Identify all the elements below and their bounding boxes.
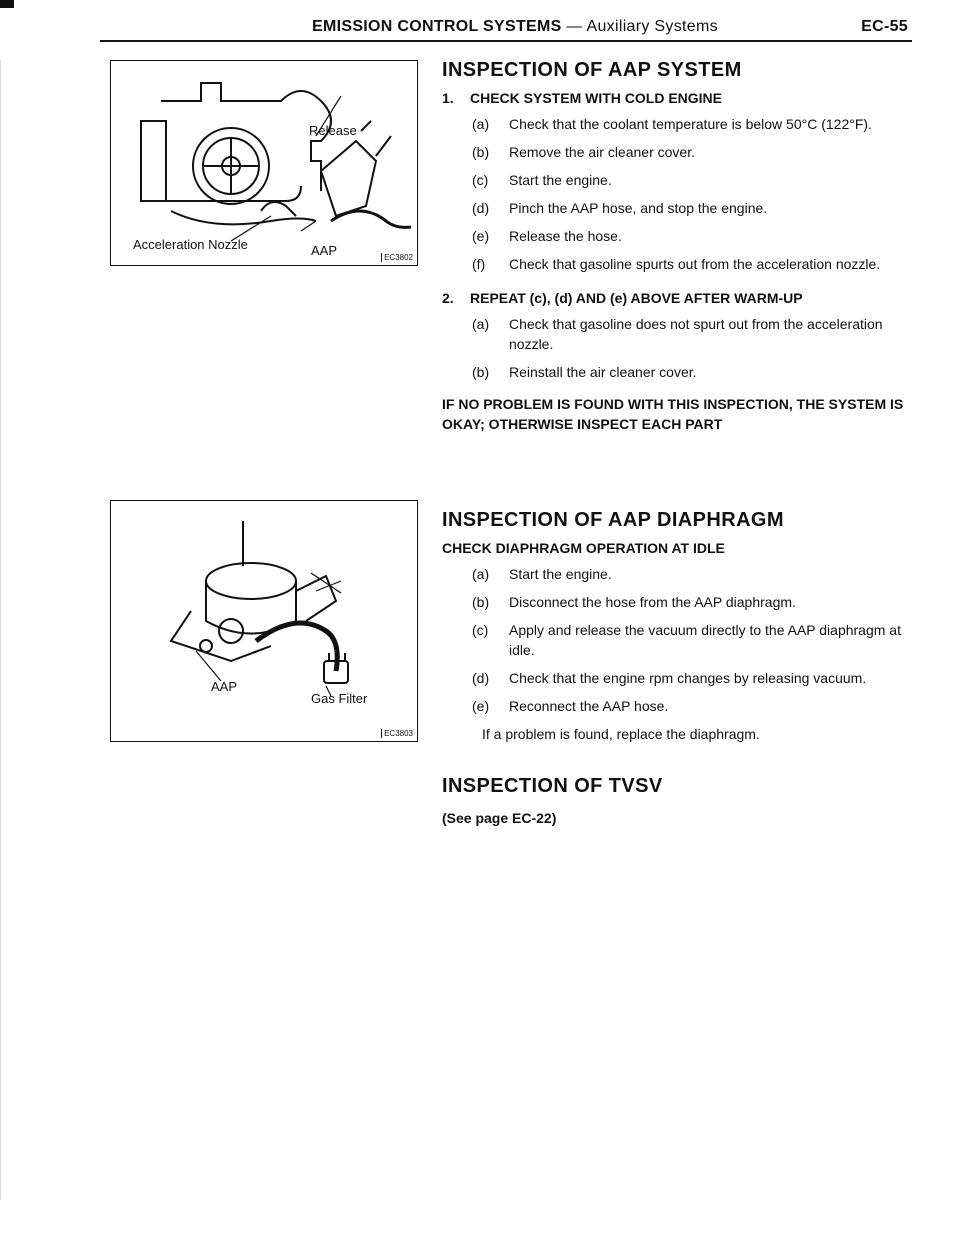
- conclusion-text: IF NO PROBLEM IS FOUND WITH THIS INSPECTION, THE SYSTEM IS OKAY; OTHERWISE INSPECT EACH PART: [442, 396, 904, 432]
- note-text: If a problem is found, replace the diaphragm.: [482, 726, 760, 742]
- figure-code: EC3802: [381, 253, 413, 262]
- figure-aap-diaphragm: [110, 500, 418, 742]
- list-item: (a) Start the engine.: [472, 566, 612, 582]
- step-number: 1.: [442, 90, 454, 106]
- header-rule: [100, 40, 912, 42]
- page-corner-mark: [0, 0, 14, 8]
- list-item: (a) Check that gasoline does not spurt out from the acceleration nozzle.: [472, 316, 883, 352]
- step-1-title: [442, 88, 914, 108]
- header-title-main: EMISSION CONTROL SYSTEMS: [312, 18, 562, 35]
- page-header: [100, 16, 912, 42]
- section-heading: INSPECTION OF AAP DIAPHRAGM: [442, 509, 784, 531]
- list-item: (c) Start the engine.: [472, 172, 612, 188]
- list-item: (d) Check that the engine rpm changes by releasing vacuum.: [472, 670, 867, 686]
- label-aap: AAP: [211, 679, 238, 694]
- list-item: (a) Check that the coolant temperature is below 50°C (122°F).: [472, 116, 872, 132]
- label-acceleration-nozzle: Acceleration Nozzle: [133, 237, 248, 252]
- header-title-sub: — Auxiliary Systems: [561, 18, 718, 35]
- aap-diaphragm-illustration: [111, 501, 417, 741]
- step-2-title: [442, 288, 914, 308]
- list-item: (e) Reconnect the AAP hose.: [472, 698, 669, 714]
- figure-code: EC3803: [381, 729, 413, 738]
- scan-margin-line: [0, 60, 1, 1200]
- figure-aap-system: [110, 60, 418, 266]
- step-number: 2.: [442, 290, 454, 306]
- step-title-text: REPEAT (c), (d) AND (e) ABOVE AFTER WARM-UP: [470, 290, 803, 306]
- list-item: (e) Release the hose.: [472, 228, 622, 244]
- list-item: (f) Check that gasoline spurts out from the acceleration nozzle.: [472, 256, 881, 272]
- header-title: [312, 18, 718, 36]
- label-release: Release: [309, 123, 357, 138]
- list-item: (b) Remove the air cleaner cover.: [472, 144, 695, 160]
- list-item: (b) Reinstall the air cleaner cover.: [472, 364, 697, 380]
- step-title-text: CHECK SYSTEM WITH COLD ENGINE: [470, 90, 723, 106]
- section-aap-diaphragm: [442, 510, 914, 744]
- page-number: EC-55: [861, 18, 908, 35]
- section-heading: INSPECTION OF TVSV: [442, 775, 663, 797]
- carburetor-illustration: [111, 61, 417, 265]
- label-gas-filter: Gas Filter: [311, 691, 368, 706]
- label-aap: AAP: [311, 243, 338, 258]
- section-tvsv: [442, 776, 914, 828]
- list-item: (c) Apply and release the vacuum directly to the AAP diaphragm at idle.: [472, 622, 901, 658]
- page-reference: (See page EC-22): [442, 810, 557, 826]
- section-aap-system: [442, 60, 914, 434]
- list-item: (b) Disconnect the hose from the AAP diaphragm.: [472, 594, 796, 610]
- list-item: (d) Pinch the AAP hose, and stop the engine.: [472, 200, 768, 216]
- section-heading: INSPECTION OF AAP SYSTEM: [442, 59, 742, 81]
- subheading: CHECK DIAPHRAGM OPERATION AT IDLE: [442, 540, 725, 556]
